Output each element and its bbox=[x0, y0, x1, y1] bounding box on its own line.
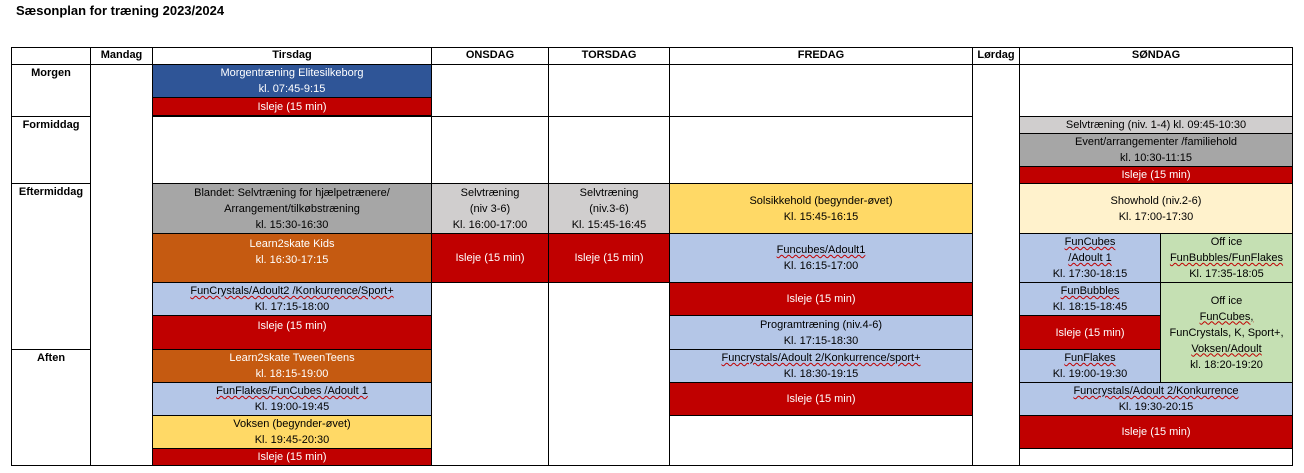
event-time: Kl. 16:15-17:00 bbox=[783, 260, 859, 272]
event-line-4: Voksen/Adoult bbox=[1191, 342, 1262, 355]
event-title: Voksen (begynder-øvet) bbox=[233, 418, 351, 430]
event-title: Morgentræning Elitesilkeborg bbox=[220, 67, 364, 79]
event-title: Programtræning (niv.4-6) bbox=[759, 318, 883, 331]
sun-showhold-event bbox=[1019, 183, 1293, 234]
sun-funcrystals-event bbox=[1019, 382, 1293, 416]
event-time: Kl. 16:00-17:00 bbox=[452, 218, 528, 231]
sun-isleje-2 bbox=[1019, 315, 1161, 350]
tue-funcrystals-event bbox=[152, 282, 432, 316]
event-time: Kl. 17:00-17:30 bbox=[1118, 210, 1194, 223]
isleje-label: Isleje (15 min) bbox=[786, 293, 856, 305]
isleje-label: Isleje (15 min) bbox=[257, 451, 327, 463]
isleje-label: Isleje (15 min) bbox=[257, 320, 327, 332]
event-time: Kl. 19:45-20:30 bbox=[254, 434, 330, 446]
divider-morgen-thu bbox=[548, 116, 670, 117]
event-time: Kl. 18:15-18:45 bbox=[1052, 301, 1128, 313]
tue-isleje-3 bbox=[152, 448, 432, 466]
event-title: FunCrystals/Adoult2 /Konkurrence/Sport+ bbox=[190, 285, 394, 297]
event-subtitle: FunCubes, bbox=[1199, 310, 1254, 323]
isleje-label: Isleje (15 min) bbox=[574, 252, 644, 264]
tue-funflakes-event bbox=[152, 382, 432, 416]
event-level: (niv.3-6) bbox=[589, 202, 629, 215]
sun-isleje-1 bbox=[1019, 166, 1293, 184]
tue-tweenteens-event bbox=[152, 349, 432, 383]
row-label-formiddag: Formiddag bbox=[11, 116, 91, 184]
event-time: Kl. 17:15-18:00 bbox=[254, 301, 330, 313]
fri-isleje-2 bbox=[669, 382, 973, 416]
isleje-label: Isleje (15 min) bbox=[1121, 169, 1191, 181]
sun-event-arrangementer bbox=[1019, 133, 1293, 167]
fri-funcubes-event bbox=[669, 233, 973, 283]
header-mandag: Mandag bbox=[90, 47, 153, 65]
sun-selvtraening-event bbox=[1019, 116, 1293, 134]
tue-voksen-event bbox=[152, 415, 432, 449]
isleje-label: Isleje (15 min) bbox=[257, 100, 327, 113]
thu-isleje bbox=[548, 233, 670, 283]
tue-morning-elite-event bbox=[152, 64, 432, 98]
event-time: Kl. 19:00-19:30 bbox=[1052, 368, 1128, 380]
event-title: Off ice bbox=[1210, 236, 1243, 248]
event-line-3: FunCrystals, K, Sport+, bbox=[1169, 326, 1284, 339]
event-time: kl. 16:30-17:15 bbox=[255, 254, 329, 266]
isleje-label: Isleje (15 min) bbox=[1055, 326, 1125, 339]
row-label-aften: Aften bbox=[11, 349, 91, 466]
sun-funcubes-event bbox=[1019, 233, 1161, 283]
event-subtitle: /Adoult 1 bbox=[1068, 252, 1112, 264]
event-title: Funcubes/Adoult1 bbox=[776, 244, 866, 256]
event-title: FunFlakes/FunCubes /Adoult 1 bbox=[216, 385, 368, 397]
event-time: Kl. 15:45-16:15 bbox=[783, 210, 859, 223]
header-tirsdag: Tirsdag bbox=[152, 47, 432, 65]
event-title: Funcrystals/Adoult 2/Konkurrence bbox=[1073, 385, 1239, 397]
header-onsdag: ONSDAG bbox=[431, 47, 549, 65]
event-title: Showhold (niv.2-6) bbox=[1110, 194, 1202, 207]
event-title: Selvtræning (niv. 1-4) kl. 09:45-10:30 bbox=[1065, 119, 1247, 131]
event-time: Kl. 18:30-19:15 bbox=[783, 368, 859, 380]
sun-office-2-event bbox=[1160, 282, 1293, 383]
isleje-label: Isleje (15 min) bbox=[455, 252, 525, 264]
sun-funbubbles-event bbox=[1019, 282, 1161, 316]
event-title: Learn2skate Kids bbox=[249, 238, 335, 250]
event-title: Solsikkehold (begynder-øvet) bbox=[749, 194, 893, 207]
page-title: Sæsonplan for træning 2023/2024 bbox=[16, 3, 225, 18]
isleje-label: Isleje (15 min) bbox=[1121, 426, 1191, 438]
lordag-column bbox=[972, 64, 1020, 466]
event-title: Off ice bbox=[1210, 294, 1243, 307]
fri-isleje-1 bbox=[669, 282, 973, 316]
event-title: Funcrystals/Adoult 2/Konkurrence/sport+ bbox=[721, 352, 921, 364]
sun-office-1-event bbox=[1160, 233, 1293, 283]
thu-selvtraening-event bbox=[548, 183, 670, 234]
wed-selvtraening-event bbox=[431, 183, 549, 234]
event-subtitle: Arrangement/tilkøbstræning bbox=[224, 202, 360, 215]
divider-morgen-fri bbox=[669, 116, 973, 117]
event-title: Blandet: Selvtræning for hjælpetrænere/ bbox=[194, 186, 390, 199]
divider-morgen-wed bbox=[431, 116, 549, 117]
event-subtitle: FunBubbles/FunFlakes bbox=[1169, 252, 1284, 264]
event-level: (niv 3-6) bbox=[469, 202, 511, 215]
tue-isleje-2 bbox=[152, 315, 432, 350]
fri-solsikkehold-event bbox=[669, 183, 973, 234]
event-time: Kl. 19:30-20:15 bbox=[1118, 401, 1194, 413]
event-title: Selvtræning bbox=[460, 186, 520, 199]
header-corner bbox=[11, 47, 91, 65]
event-title: Learn2skate TweenTeens bbox=[229, 352, 355, 364]
event-title: FunFlakes bbox=[1064, 352, 1116, 364]
isleje-label: Isleje (15 min) bbox=[786, 393, 856, 405]
wed-isleje bbox=[431, 233, 549, 283]
header-torsdag: TORSDAG bbox=[548, 47, 670, 65]
sun-isleje-3 bbox=[1019, 415, 1293, 449]
tue-blandet-event bbox=[152, 183, 432, 234]
event-time: kl. 18:15-19:00 bbox=[255, 368, 329, 380]
mandag-column bbox=[90, 64, 153, 466]
fri-funcrystals-event bbox=[669, 349, 973, 383]
row-label-eftermiddag: Eftermiddag bbox=[11, 183, 91, 350]
event-time: Kl. 17:15-18:30 bbox=[783, 334, 859, 347]
event-time: kl. 07:45-9:15 bbox=[258, 83, 326, 95]
event-time: Kl. 17:30-18:15 bbox=[1052, 268, 1128, 280]
event-title: FunBubbles bbox=[1060, 285, 1120, 297]
fri-programtraening-event bbox=[669, 315, 973, 350]
event-title: Selvtræning bbox=[579, 186, 639, 199]
event-time: Kl. 15:45-16:45 bbox=[571, 218, 647, 231]
event-time: kl. 15:30-16:30 bbox=[255, 218, 329, 231]
header-lordag: Lørdag bbox=[972, 47, 1020, 65]
event-time: Kl. 19:00-19:45 bbox=[254, 401, 330, 413]
event-title: Event/arrangementer /familiehold bbox=[1074, 136, 1238, 148]
event-time: kl. 18:20-19:20 bbox=[1190, 358, 1263, 371]
divider-morgen bbox=[152, 116, 432, 117]
tue-isleje-1 bbox=[152, 97, 432, 116]
row-label-morgen: Morgen bbox=[11, 64, 91, 117]
event-time: kl. 10:30-11:15 bbox=[1120, 152, 1192, 164]
header-sondag: SØNDAG bbox=[1019, 47, 1293, 65]
sun-funflakes-event bbox=[1019, 349, 1161, 383]
event-time: Kl. 17:35-18:05 bbox=[1189, 268, 1264, 280]
event-title: FunCubes bbox=[1064, 236, 1116, 248]
tue-learn2skate-kids-event bbox=[152, 233, 432, 283]
header-fredag: FREDAG bbox=[669, 47, 973, 65]
